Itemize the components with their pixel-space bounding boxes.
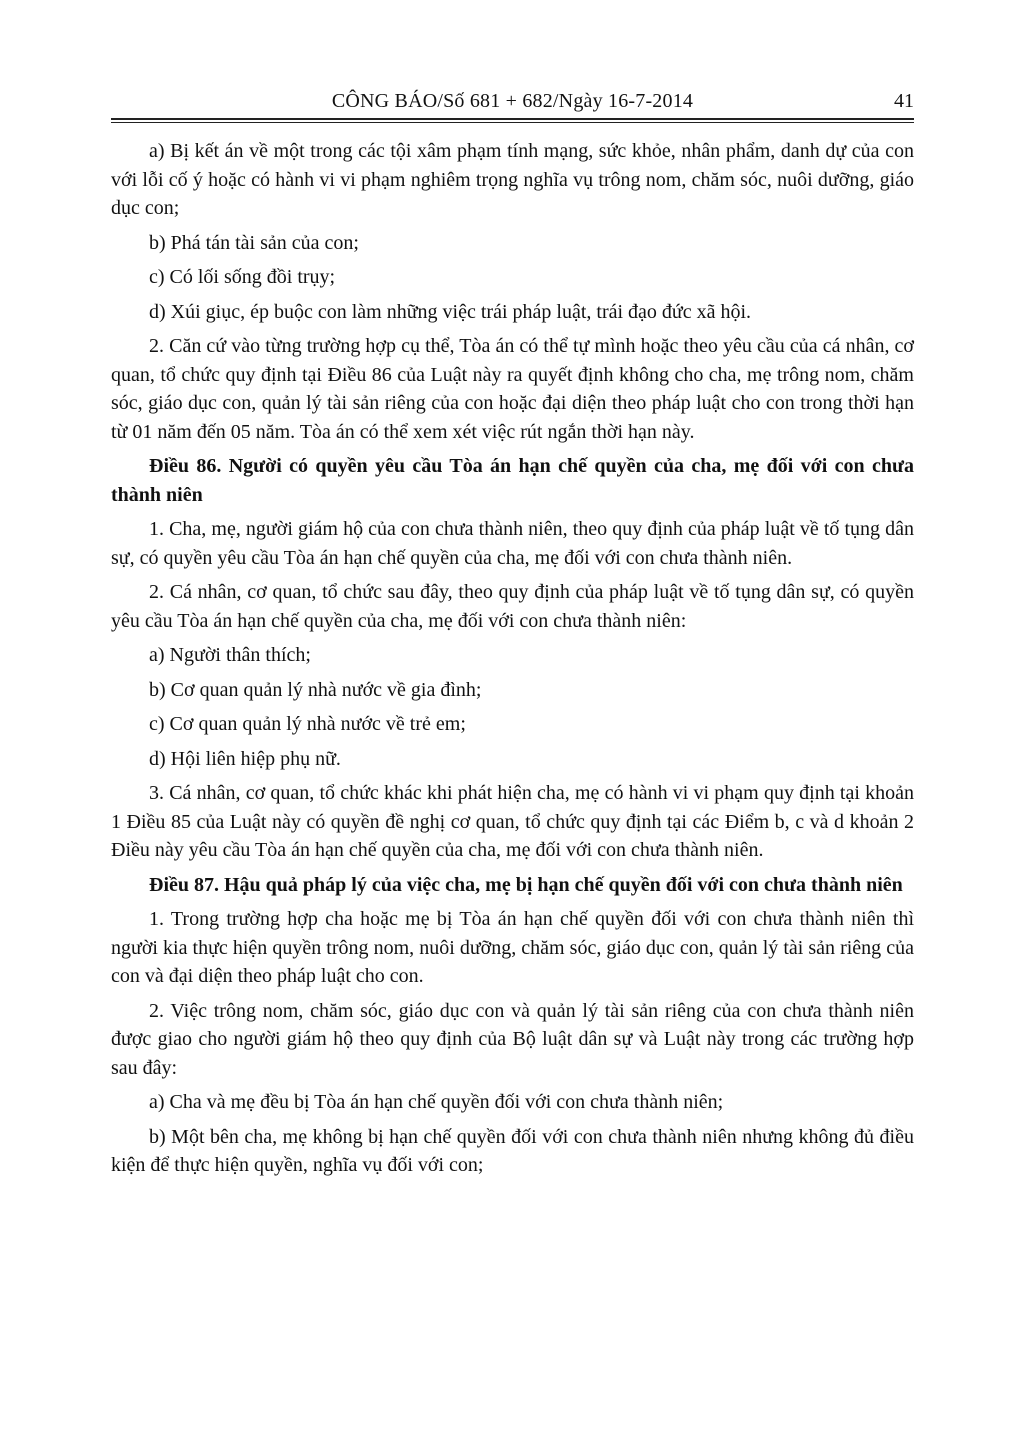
paragraph: b) Phá tán tài sản của con;	[149, 231, 359, 254]
page-number: 41	[894, 90, 914, 112]
paragraph: 2. Căn cứ vào từng trường hợp cụ thể, Tòa án có thể tự mình hoặc theo yêu cầu của cá nhân, cơ quan, tổ chức quy định tại Điều 86 của Luật này ra quyết định không cho cha, mẹ trông nom, chăm sóc, giáo dục con, quản lý tài sản riêng của con hoặc đại diện theo pháp luật cho con trong thời hạn từ 01 năm đến 05 năm. Tòa án có thể xem xét việc rút ngắn thời hạn này.	[111, 335, 914, 443]
paragraph: d) Xúi giục, ép buộc con làm những việc trái pháp luật, trái đạo đức xã hội.	[149, 300, 752, 323]
paragraph: 2. Cá nhân, cơ quan, tổ chức sau đây, theo quy định của pháp luật về tố tụng dân sự, có quyền yêu cầu Tòa án hạn chế quyền của cha, mẹ đối với con chưa thành niên:	[111, 581, 914, 632]
paragraph: 1. Trong trường hợp cha hoặc mẹ bị Tòa án hạn chế quyền đối với con chưa thành niên thì người kia thực hiện quyền trông nom, nuôi dưỡng, chăm sóc, giáo dục con, quản lý tài sản riêng của con và đại diện theo pháp luật cho con.	[111, 908, 914, 987]
paragraph: a) Bị kết án về một trong các tội xâm phạm tính mạng, sức khỏe, nhân phẩm, danh dự của con với lỗi cố ý hoặc có hành vi vi phạm nghiêm trọng nghĩa vụ trông nom, chăm sóc, nuôi dưỡng, giáo dục con;	[111, 140, 914, 219]
document-page	[111, 82, 914, 1186]
paragraph: b) Một bên cha, mẹ không bị hạn chế quyền đối với con chưa thành niên nhưng không đủ điều kiện để thực hiện quyền, nghĩa vụ đối với con;	[111, 1125, 914, 1176]
header-rule-thin	[111, 122, 914, 123]
paragraph: b) Cơ quan quản lý nhà nước về gia đình;	[149, 678, 482, 701]
paragraph: 1. Cha, mẹ, người giám hộ của con chưa thành niên, theo quy định của pháp luật về tố tụng dân sự, có quyền yêu cầu Tòa án hạn chế quyền của cha, mẹ đối với con chưa thành niên.	[111, 518, 914, 569]
paragraph: d) Hội liên hiệp phụ nữ.	[149, 747, 341, 770]
paragraph: 2. Việc trông nom, chăm sóc, giáo dục con và quản lý tài sản riêng của con chưa thành niên được giao cho người giám hộ theo quy định của Bộ luật dân sự và Luật này trong các trường hợp sau đây:	[111, 999, 914, 1079]
paragraph: 3. Cá nhân, cơ quan, tổ chức khác khi phát hiện cha, mẹ có hành vi vi phạm quy định tại khoản 1 Điều 85 của Luật này có quyền đề nghị cơ quan, tổ chức quy định tại các Điểm b, c và d khoản 2 Điều này yêu cầu Tòa án hạn chế quyền của cha, mẹ đối với con chưa thành niên.	[111, 782, 914, 861]
paragraph: c) Có lối sống đồi trụy;	[149, 266, 336, 288]
paragraph: c) Cơ quan quản lý nhà nước về trẻ em;	[149, 713, 466, 735]
paragraph: a) Cha và mẹ đều bị Tòa án hạn chế quyền đối với con chưa thành niên;	[149, 1091, 724, 1113]
article-heading: Điều 86. Người có quyền yêu cầu Tòa án hạn chế quyền của cha, mẹ đối với con chưa thành niên	[111, 455, 914, 506]
header-rule-thick	[111, 118, 914, 120]
document-body	[111, 137, 914, 1180]
article-heading: Điều 87. Hậu quả pháp lý của việc cha, mẹ bị hạn chế quyền đối với con chưa thành niên	[149, 873, 903, 896]
gazette-title: CÔNG BÁO/Số 681 + 682/Ngày 16-7-2014	[331, 90, 694, 112]
paragraph: a) Người thân thích;	[149, 644, 311, 666]
page-header	[111, 82, 914, 116]
